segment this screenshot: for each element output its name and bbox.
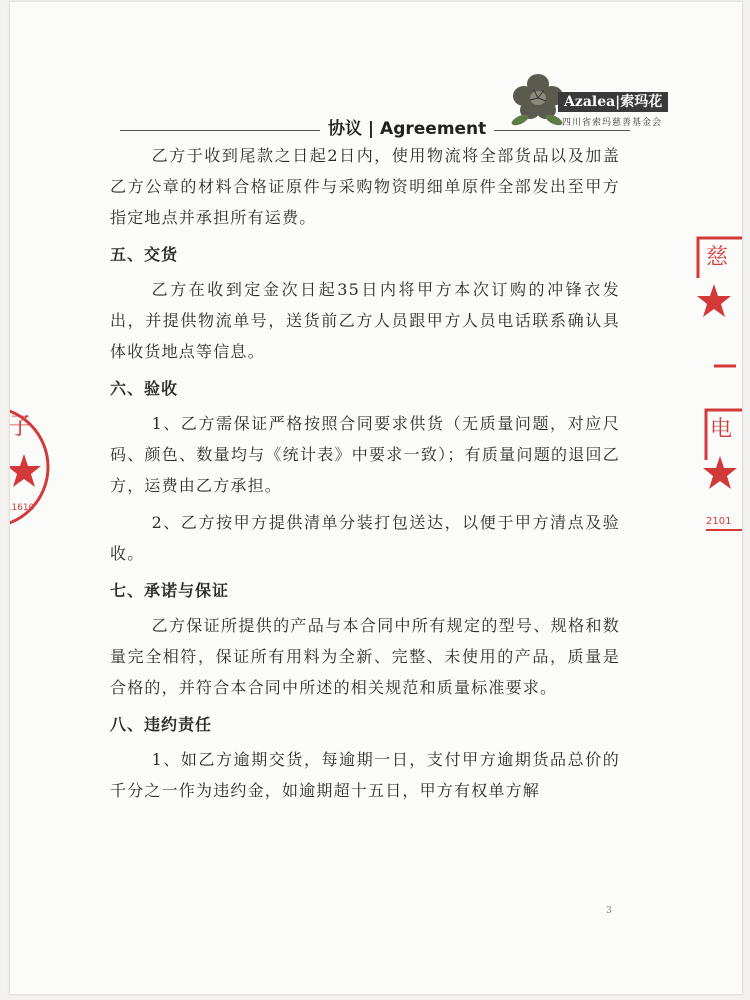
logo-subtitle: 四川省索玛慈善基金会	[562, 118, 663, 128]
foundation-logo	[506, 70, 686, 126]
right-seal-star-mid-icon	[703, 456, 737, 489]
left-seal-text: 子	[8, 412, 32, 440]
header-title: 协议 | Agreement	[320, 114, 494, 139]
document-body	[110, 140, 620, 806]
right-seal-text-mid: 电	[710, 417, 733, 442]
page-header	[10, 2, 742, 142]
paragraph-acceptance-1: 1、乙方需保证严格按照合同要求供货（无质量问题，对应尺码、颜色、数量均与《统计表》中要求一致）；有质量问题的退回乙方，运费由乙方承担。	[110, 414, 620, 495]
paragraph-acceptance-2: 2、乙方按甲方提供清单分装打包送达，以便于甲方清点及验收。	[110, 513, 620, 563]
heading-commitment: 七、承诺与保证	[110, 581, 230, 600]
document-page	[0, 2, 742, 994]
right-seal-text-top: 慈	[706, 245, 729, 270]
paragraph-liability-1: 1、如乙方逾期交货，每逾期一日，支付甲方逾期货品总价的千分之一作为违约金，如逾期超十五日，甲方有权单方解	[110, 750, 620, 800]
paragraph-shipping: 乙方于收到尾款之日起2日内，使用物流将全部货品以及加盖乙方公章的材料合格证原件与采购物资明细单原件全部发出至甲方指定地点并承担所有运费。	[110, 146, 620, 227]
heading-acceptance: 六、验收	[110, 379, 179, 398]
paragraph-commitment: 乙方保证所提供的产品与本合同中所有规定的型号、规格和数量完全相符，保证所有用料为全新、完整、未使用的产品，质量是合格的，并符合本合同中所述的相关规范和质量标准要求。	[110, 616, 620, 697]
right-seal-number: 2101	[706, 516, 732, 527]
logo-name: Azalea|索玛花	[558, 92, 668, 112]
right-seal-star-top-icon	[697, 284, 731, 317]
heading-delivery: 五、交货	[110, 245, 179, 264]
right-seal-stamp	[692, 230, 742, 550]
heading-liability: 八、违约责任	[110, 715, 213, 734]
left-seal-number: 011610	[0, 503, 35, 513]
left-seal-stamp	[0, 392, 58, 542]
left-seal-star-icon	[10, 454, 41, 487]
paragraph-delivery: 乙方在收到定金次日起35日内将甲方本次订购的冲锋衣发出，并提供物流单号，送货前乙方人员跟甲方人员电话联系确认具体收货地点等信息。	[110, 280, 620, 361]
page-number: 3	[606, 906, 612, 916]
